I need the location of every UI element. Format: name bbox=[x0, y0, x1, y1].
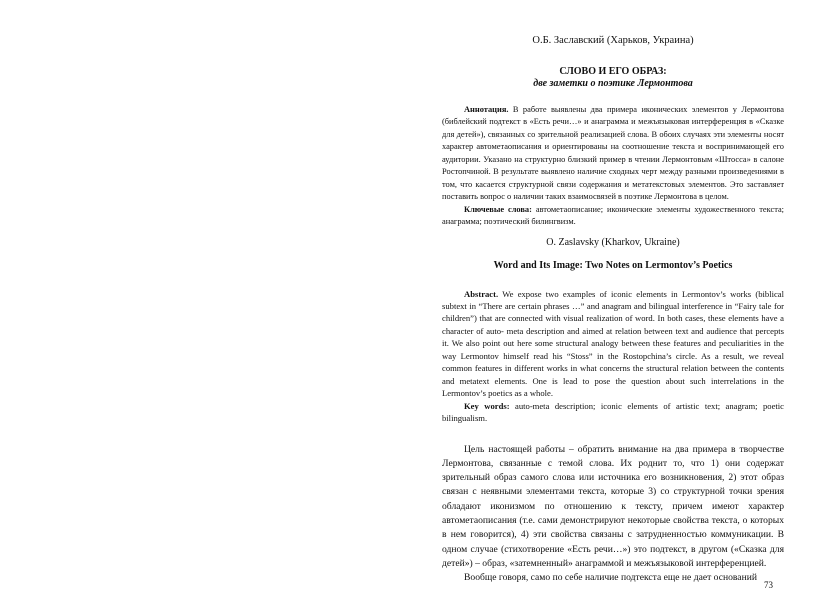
article-subtitle-ru: две заметки о поэтике Лермонтова bbox=[533, 78, 693, 89]
keywords-en-label: Key words: bbox=[464, 400, 510, 411]
abstract-en-label: Abstract. bbox=[464, 288, 499, 299]
body-paragraph-2: Вообще говоря, само по себе наличие подтекста еще не дает оснований bbox=[464, 572, 757, 584]
keywords-ru bbox=[442, 204, 784, 229]
abstract-ru-text: В работе выявлены два примера иконических элементов у Лермонтова (библейский подтекст в «Есть речи…» и анаграмма и межъязыковая интерференция в «Сказке для детей»), связанных со зрительной реализацией слова. В обоих случаях эти элементы носят характер автометаописания и ориентированы на соотношение текста и воспринимающей его аудитории. Указано на структурно близкий пример в чтении Лермонтовым «Штосса» в салоне Ростопчиной. В результате выявлено наличие сходных черт между разными произведениями в том, что касается структурной связи содержания и метатекстовых элементов. Это заставляет поставить вопрос о наличии таких взаимосвязей в поэтике Лермонтова в целом. bbox=[442, 105, 784, 202]
page-column bbox=[442, 30, 784, 585]
author-ru: О.Б. Заславский (Харьков, Украина) bbox=[532, 35, 694, 46]
abstract-en bbox=[442, 288, 784, 400]
abstract-ru-label: Аннотация. bbox=[464, 105, 509, 114]
abstract-en-text: We expose two examples of iconic elements in Lermontov’s works (biblical subtext in “There are certain phrases …” and anagram and bilingual interference in “Fairy tale for children”) that are connected with visual realization of word. In both cases, these elements have a character of auto- meta description and aimed at relation between text and audience that percepts it. We also point out here some structural analogy between these features and peculiarities in the way Lermontov himself read his “Stoss” in the Rostopchina’s circle. As a result, we reveal common features in different works in what concerns the structural relation between the contents and metatext elements. One is lead to pose the question about such interrelations in the Lermontov’s poetics as a whole. bbox=[442, 288, 784, 399]
article-title-en: Word and Its Image: Two Notes on Lermontov’s Poetics bbox=[493, 259, 733, 271]
abstract-ru bbox=[442, 104, 784, 204]
keywords-en-text: auto-meta description; iconic elements of artistic text; anagram; poetic bilingualism. bbox=[442, 400, 784, 424]
keywords-en bbox=[442, 400, 784, 425]
keywords-ru-label: Ключевые слова: bbox=[464, 204, 532, 214]
body-paragraph-1: Цель настоящей работы – обратить внимание на два примера в творчестве Лермонтова, связанные с темой слова. Их роднит то, что 1) они содержат зрительный образ самого слова или источника его возникновения, 2) этот образ связан с неявными элементами текста, которые 3) со структурной точки зрения обладают иконизмом по отношению к тексту, причем имеют характер автометаописания (т.е. сами демонстрируют некоторые свойства текста, о которых в нем говорится), 4) эти свойства связаны с затрудненностью коммуникации. В одном случае (стихотворение «Есть речи…») это подтекст, в другом («Сказка для детей») – образ, «затемненный» анаграммой и межъязыковой интерференцией. bbox=[442, 443, 784, 569]
article-title-ru: СЛОВО И ЕГО ОБРАЗ: bbox=[559, 66, 667, 77]
page-number: 73 bbox=[764, 580, 773, 590]
keywords-ru-text: автометаописание; иконические элементы художественного текста; анаграмма; поэтический билингвизм. bbox=[442, 204, 785, 227]
author-en: O. Zaslavsky (Kharkov, Ukraine) bbox=[546, 236, 680, 248]
